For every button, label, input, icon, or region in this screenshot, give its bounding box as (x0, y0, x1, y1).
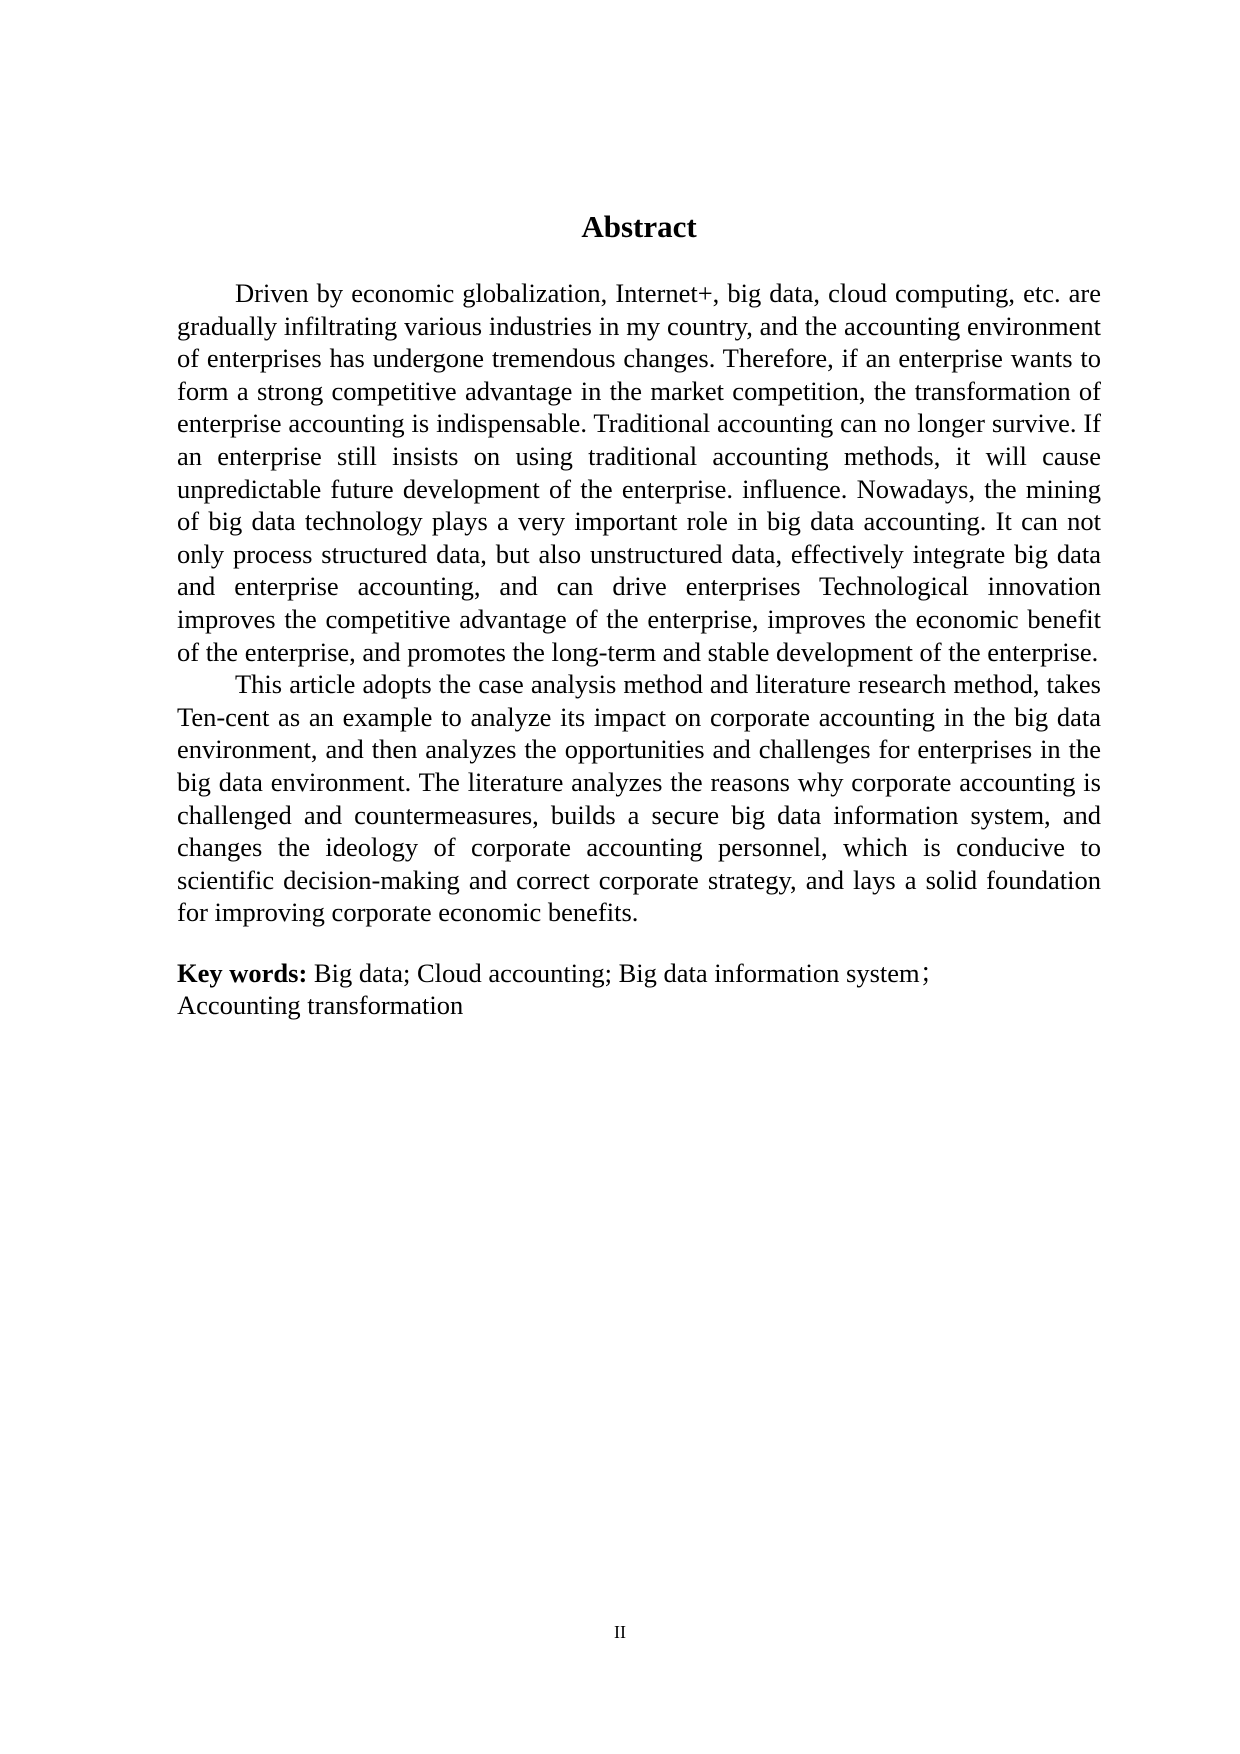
keywords-label: Key words: (177, 957, 308, 988)
abstract-paragraph-2: This article adopts the case analysis method and literature research method, takes Ten-cent as an example to analyze its impact on corporate accounting in the big data environment, and then analyzes the opportunities and challenges for enterprises in the big data environment. The literature analyzes the reasons why corporate accounting is challenged and countermeasures, builds a secure big data information system, and changes the ideology of corporate accounting personnel, which is conducive to scientific decision-making and correct corporate strategy, and lays a solid foundation for improving corporate economic benefits. (177, 669, 1101, 928)
abstract-title: Abstract (581, 209, 697, 244)
page-number: II (614, 1622, 626, 1642)
abstract-section (177, 205, 1101, 1022)
keywords-list: Big data; Cloud accounting; Big data information system； (307, 957, 947, 988)
keywords-block (177, 957, 1101, 1022)
abstract-paragraph-1: Driven by economic globalization, Internet+, big data, cloud computing, etc. are gradually infiltrating various industries in my country, and the accounting environment of enterprises has undergone tremendous changes. Therefore, if an enterprise wants to form a strong competitive advantage in the market competition, the transformation of enterprise accounting is indispensable. Traditional accounting can no longer survive. If an enterprise still insists on using traditional accounting methods, it will cause unpredictable future development of the enterprise. influence. Nowadays, the mining of big data technology plays a very important role in big data accounting. It can not only process structured data, but also unstructured data, effectively integrate big data and enterprise accounting, and can drive enterprises Technological innovation improves the competitive advantage of the enterprise, improves the economic benefit of the enterprise, and promotes the long-term and stable development of the enterprise. (177, 278, 1101, 667)
keywords-list-continued: Accounting transformation (177, 990, 464, 1021)
